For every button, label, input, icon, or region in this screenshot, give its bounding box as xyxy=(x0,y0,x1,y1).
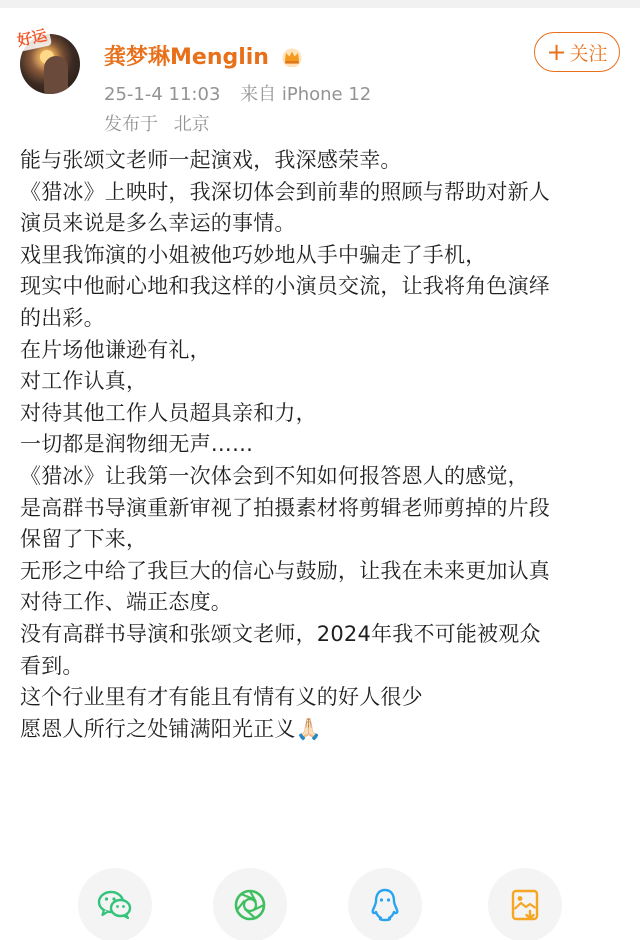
share-wechat-button[interactable] xyxy=(78,868,152,940)
post-line: 在片场他谦逊有礼， xyxy=(20,337,211,362)
avatar[interactable] xyxy=(14,22,86,98)
post-meta xyxy=(104,80,371,106)
top-divider xyxy=(0,0,640,8)
post-line: 的出彩。 xyxy=(20,305,105,330)
post-line: 没有高群书导演和张颂文老师，2024年我不可能被观众 xyxy=(20,621,541,646)
crown-icon xyxy=(281,47,303,67)
plus-icon: + xyxy=(546,38,567,66)
share-qq-button[interactable] xyxy=(348,868,422,940)
post-line: 是高群书导演重新审视了拍摄素材将剪辑老师剪掉的片段 xyxy=(20,495,550,520)
post-location xyxy=(104,110,210,136)
post-line: 对待其他工作人员超具亲和力， xyxy=(20,400,317,425)
location-city: 北京 xyxy=(173,114,210,135)
post-line: 对待工作、端正态度。 xyxy=(20,590,232,615)
post-line: 戏里我饰演的小姐被他巧妙地从手中骗走了手机， xyxy=(20,242,487,267)
post-source: 来自 iPhone 12 xyxy=(240,84,372,105)
save-image-button[interactable] xyxy=(488,868,562,940)
post-line: 现实中他耐心地和我这样的小演员交流，让我将角色演绎 xyxy=(20,274,550,299)
share-bar xyxy=(0,860,640,940)
share-moments-button[interactable] xyxy=(213,868,287,940)
qq-icon xyxy=(365,885,405,925)
post-line: 对工作认真， xyxy=(20,369,148,394)
moments-icon xyxy=(230,885,270,925)
post-line: 一切都是润物细无声…… xyxy=(20,432,254,457)
save-image-icon xyxy=(505,885,545,925)
username-text[interactable]: 龚梦琳Menglin xyxy=(104,45,269,70)
post-content xyxy=(20,145,624,745)
follow-label: 关注 xyxy=(569,42,608,65)
post-line: 《猎冰》让我第一次体会到不知如何报答恩人的感觉， xyxy=(20,463,529,488)
post-line: 能与张颂文老师一起演戏，我深感荣幸。 xyxy=(20,148,402,172)
post-line: 《猎冰》上映时，我深切体会到前辈的照顾与帮助对新人 xyxy=(20,179,550,204)
post-line: 保留了下来， xyxy=(20,527,148,552)
location-prefix: 发布于 xyxy=(104,114,158,135)
username[interactable] xyxy=(104,40,303,71)
follow-button[interactable] xyxy=(534,32,620,72)
avatar-figure xyxy=(44,56,68,94)
avatar-badge: 好运 xyxy=(12,23,52,53)
post-line: 演员来说是多么幸运的事情。 xyxy=(20,211,296,236)
post-date: 25-1-4 11:03 xyxy=(104,84,221,105)
post-line: 无形之中给了我巨大的信心与鼓励，让我在未来更加认真 xyxy=(20,558,550,583)
post-line: 这个行业里有才有能且有情有义的好人很少 xyxy=(20,685,423,710)
post-line: 愿恩人所行之处铺满阳光正义🙏🏻 xyxy=(20,716,322,741)
wechat-icon xyxy=(95,885,135,925)
post-line: 看到。 xyxy=(20,653,84,678)
